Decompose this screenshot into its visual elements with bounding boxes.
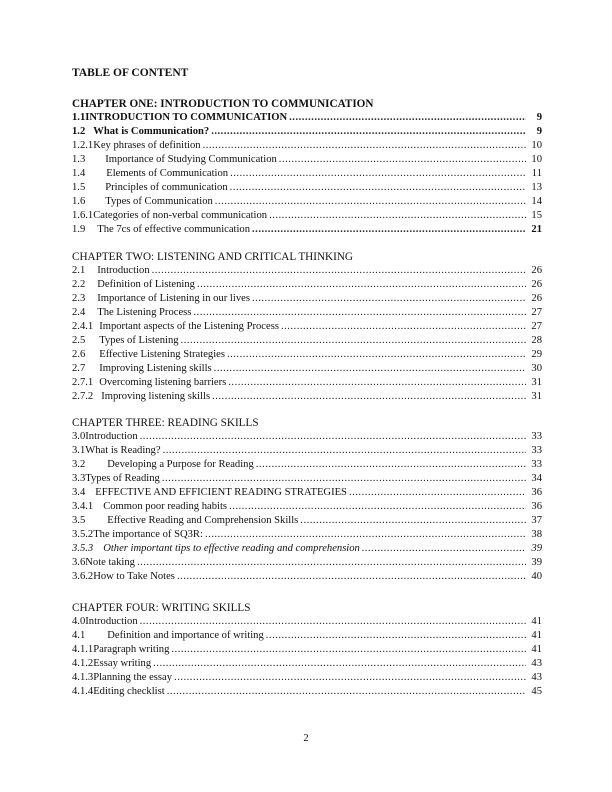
section-title: INTRODUCTION TO COMMUNICATION (85, 112, 288, 123)
page-reference: 43 (531, 658, 542, 669)
page-reference: 30 (531, 363, 542, 374)
toc-entry[interactable] (72, 430, 542, 444)
section-title: Introduction (85, 616, 138, 627)
dot-leader (167, 685, 526, 699)
toc-entry[interactable] (72, 542, 542, 556)
toc-entry[interactable] (72, 629, 542, 643)
dot-leader (152, 264, 526, 278)
page-reference: 36 (531, 501, 542, 512)
dot-leader (140, 430, 526, 444)
dot-leader (163, 444, 526, 458)
section-title: Developing a Purpose for Reading (107, 459, 254, 470)
page-reference: 9 (536, 112, 542, 123)
section-title: How to Take Notes (93, 571, 175, 582)
section-number: 1.5 (72, 182, 86, 193)
section-title: Improving Listening skills (99, 363, 212, 374)
section-title: Types of Reading (85, 473, 160, 484)
toc-entry[interactable] (72, 615, 542, 629)
toc-title: TABLE OF CONTENT (72, 67, 189, 79)
section-number: 3.1 (72, 445, 86, 456)
section-title: Types of Communication (105, 196, 213, 207)
section-number: 4.0 (72, 616, 86, 627)
dot-leader (212, 390, 526, 404)
toc-entry[interactable] (72, 362, 542, 376)
section-number: 1.2.1 (72, 140, 94, 151)
page-reference: 15 (531, 210, 542, 221)
section-number: 1.1 (72, 112, 86, 123)
section-number: 2.5 (72, 335, 86, 346)
section-number: 2.4.1 (72, 321, 94, 332)
section-number: 4.1.2 (72, 658, 94, 669)
dot-leader (174, 671, 526, 685)
dot-leader (281, 320, 526, 334)
section-number: 1.6.1 (72, 210, 94, 221)
chapter-entries (72, 264, 542, 404)
dot-leader (215, 195, 526, 209)
dot-leader (252, 223, 526, 237)
page-reference: 33 (531, 445, 542, 456)
toc-entry[interactable] (72, 514, 542, 528)
section-title: Definition and importance of writing (107, 630, 264, 641)
dot-leader (203, 139, 526, 153)
chapter-entries (72, 111, 542, 237)
section-number: 1.6 (72, 196, 86, 207)
dot-leader (193, 306, 526, 320)
toc-entry[interactable] (72, 685, 542, 699)
dot-leader (279, 153, 526, 167)
dot-leader (205, 528, 526, 542)
toc-entry[interactable] (72, 223, 542, 237)
dot-leader (137, 556, 526, 570)
page-reference: 41 (531, 644, 542, 655)
toc-entry[interactable] (72, 292, 542, 306)
section-title: The 7cs of effective communication (97, 224, 251, 235)
dot-leader (229, 500, 526, 514)
toc-entry[interactable] (72, 306, 542, 320)
dot-leader (171, 643, 526, 657)
dot-leader (300, 514, 526, 528)
section-number: 3.2 (72, 459, 86, 470)
section-number: 4.1.1 (72, 644, 94, 655)
toc-entry[interactable] (72, 657, 542, 671)
section-title: Introduction (97, 265, 150, 276)
page-number: 2 (303, 733, 309, 744)
page-reference: 14 (531, 196, 542, 207)
page-reference: 41 (531, 630, 542, 641)
section-title: Key phrases of definition (93, 140, 201, 151)
chapter-two (72, 250, 542, 404)
dot-leader (211, 125, 526, 139)
page-reference: 26 (531, 279, 542, 290)
toc-entry[interactable] (72, 125, 542, 139)
page-reference: 27 (531, 321, 542, 332)
dot-leader (269, 209, 526, 223)
chapter-four (72, 601, 542, 699)
section-title: Planning the essay (93, 672, 173, 683)
toc-entry[interactable] (72, 278, 542, 292)
page-reference: 26 (531, 265, 542, 276)
toc-entry[interactable] (72, 111, 542, 125)
section-title: The importance of SQ3R: (93, 529, 203, 540)
section-title: Elements of Communication (106, 168, 229, 179)
toc-entry[interactable] (72, 486, 542, 500)
toc-entry[interactable] (72, 320, 542, 334)
toc-entry[interactable] (72, 167, 542, 181)
toc-entry[interactable] (72, 556, 542, 570)
section-title: Principles of communication (105, 182, 228, 193)
dot-leader (227, 348, 526, 362)
chapter-heading: CHAPTER TWO: LISTENING AND CRITICAL THINKING (72, 251, 354, 263)
section-title: Definition of Listening (97, 279, 195, 290)
section-number: 3.3 (72, 473, 86, 484)
section-number: 2.7 (72, 363, 86, 374)
chapter-heading: CHAPTER FOUR: WRITING SKILLS (72, 602, 251, 614)
chapter-three (72, 416, 542, 584)
dot-leader (289, 111, 526, 125)
chapter-heading: CHAPTER ONE: INTRODUCTION TO COMMUNICATION (72, 98, 374, 110)
page-reference: 40 (531, 571, 542, 582)
dot-leader (266, 629, 526, 643)
section-number: 1.4 (72, 168, 86, 179)
section-number: 3.0 (72, 431, 86, 442)
section-number: 2.2 (72, 279, 86, 290)
dot-leader (230, 167, 526, 181)
toc-entry[interactable] (72, 264, 542, 278)
section-title: Important aspects of the Listening Process (99, 321, 279, 332)
toc-entry[interactable] (72, 444, 542, 458)
dot-leader (252, 292, 526, 306)
section-title: Importance of Listening in our lives (97, 293, 250, 304)
page-reference: 39 (531, 543, 542, 554)
section-number: 3.6.2 (72, 571, 94, 582)
section-number: 2.3 (72, 293, 86, 304)
dot-leader (230, 181, 526, 195)
dot-leader (362, 542, 526, 556)
page-reference: 34 (531, 473, 542, 484)
toc-entry[interactable] (72, 390, 542, 404)
page-reference: 26 (531, 293, 542, 304)
section-title: Types of Listening (99, 335, 179, 346)
dot-leader (228, 376, 526, 390)
section-number: 2.7.1 (72, 377, 94, 388)
chapter-entries (72, 430, 542, 584)
page-reference: 33 (531, 431, 542, 442)
section-title: The Listening Process (97, 307, 192, 318)
section-number: 3.4.1 (72, 501, 94, 512)
toc-entry[interactable] (72, 153, 542, 167)
section-number: 2.4 (72, 307, 86, 318)
section-title: Introduction (85, 431, 138, 442)
toc-entry[interactable] (72, 528, 542, 542)
page-reference: 43 (531, 672, 542, 683)
section-number: 3.5.3 (72, 543, 94, 554)
chapter-entries (72, 615, 542, 699)
page-reference: 27 (531, 307, 542, 318)
page-reference: 39 (531, 557, 542, 568)
toc-entry[interactable] (72, 458, 542, 472)
section-title: Effective Listening Strategies (99, 349, 225, 360)
page-reference: 38 (531, 529, 542, 540)
section-title: Note taking (85, 557, 135, 568)
section-number: 3.4 (72, 487, 86, 498)
dot-leader (140, 615, 526, 629)
section-title: Common poor reading habits (103, 501, 228, 512)
section-title: Effective Reading and Comprehension Skills (107, 515, 299, 526)
page-reference: 31 (531, 377, 542, 388)
toc-entry[interactable] (72, 348, 542, 362)
section-number: 3.5 (72, 515, 86, 526)
section-title: Categories of non-verbal communication (93, 210, 268, 221)
section-title: What is Communication? (93, 126, 210, 137)
section-title: What is Reading? (85, 445, 161, 456)
page-reference: 21 (531, 224, 542, 235)
dot-leader (181, 334, 526, 348)
section-title: Other important tips to effective reading and comprehension (103, 543, 360, 554)
section-number: 4.1.3 (72, 672, 94, 683)
section-title: Essay writing (93, 658, 152, 669)
section-title: Importance of Studying Communication (105, 154, 277, 165)
page-reference: 29 (531, 349, 542, 360)
section-number: 4.1.4 (72, 686, 94, 697)
toc-entry[interactable] (72, 472, 542, 486)
section-number: 1.3 (72, 154, 86, 165)
page-reference: 41 (531, 616, 542, 627)
dot-leader (214, 362, 526, 376)
chapter-one (72, 97, 542, 237)
section-title: EFFECTIVE AND EFFICIENT READING STRATEGIES (95, 487, 347, 498)
section-number: 2.1 (72, 265, 86, 276)
section-title: Paragraph writing (93, 644, 170, 655)
page-reference: 28 (531, 335, 542, 346)
section-number: 1.9 (72, 224, 86, 235)
page-reference: 13 (531, 182, 542, 193)
chapter-heading: CHAPTER THREE: READING SKILLS (72, 417, 259, 429)
toc-entry[interactable] (72, 181, 542, 195)
section-number: 3.6 (72, 557, 86, 568)
toc-entry[interactable] (72, 195, 542, 209)
section-number: 4.1 (72, 630, 86, 641)
dot-leader (153, 657, 526, 671)
page-reference: 33 (531, 459, 542, 470)
section-number: 2.7.2 (72, 391, 94, 402)
toc-entry[interactable] (72, 643, 542, 657)
page-reference: 9 (536, 126, 542, 137)
dot-leader (349, 486, 526, 500)
page-reference: 45 (531, 686, 542, 697)
section-number: 1.2 (72, 126, 86, 137)
toc-entry[interactable] (72, 500, 542, 514)
page-reference: 11 (531, 168, 542, 179)
dot-leader (197, 278, 526, 292)
toc-entry[interactable] (72, 376, 542, 390)
section-title: Overcoming listening barriers (99, 377, 227, 388)
dot-leader (256, 458, 526, 472)
toc-entry[interactable] (72, 334, 542, 348)
page-reference: 37 (531, 515, 542, 526)
page-reference: 10 (531, 154, 542, 165)
toc-entry[interactable] (72, 209, 542, 223)
page-reference: 31 (531, 391, 542, 402)
section-number: 3.5.2 (72, 529, 94, 540)
page-reference: 36 (531, 487, 542, 498)
toc-entry[interactable] (72, 570, 542, 584)
page-reference: 10 (531, 140, 542, 151)
dot-leader (177, 570, 526, 584)
dot-leader (162, 472, 526, 486)
toc-entry[interactable] (72, 671, 542, 685)
section-title: Editing checklist (93, 686, 165, 697)
section-number: 2.6 (72, 349, 86, 360)
section-title: Improving listening skills (101, 391, 211, 402)
toc-entry[interactable] (72, 139, 542, 153)
